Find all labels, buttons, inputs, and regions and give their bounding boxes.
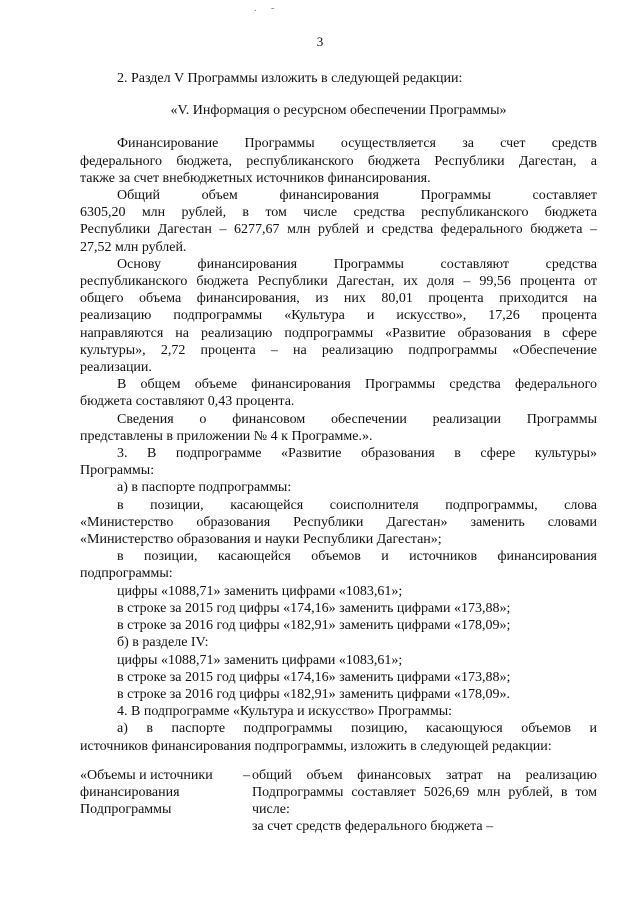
item-2: 2. Раздел V Программы изложить в следующей редакции: <box>117 71 463 86</box>
text-line: в позиции, касающейся соисполнителя подпрограммы, слова <box>117 497 597 513</box>
paragraph-appendix-ref <box>80 411 597 445</box>
label-line: Подпрограммы <box>80 802 172 818</box>
scan-artifact: . - <box>254 3 281 14</box>
text-line: 3. В подпрограмме «Развитие образования в сфере культуры» <box>117 446 597 462</box>
text-line: 27,52 млн рублей. <box>80 239 187 255</box>
text-line: «Министерство образования и науки Республики Дагестан»; <box>80 532 442 548</box>
label-line: финансирования <box>80 784 180 800</box>
replacement-line: в строке за 2016 год цифры «182,91» заменить цифрами «178,09»; <box>117 618 511 634</box>
text-line: 6305,20 млн рублей, в том числе средства республиканского бюджета <box>80 205 597 221</box>
text-line: в позиции, касающейся объемов и источников финансирования <box>117 549 597 565</box>
text-line: культуры», 2,72 процента – на реализацию подпрограммы «Обеспечение <box>80 342 597 358</box>
paragraph-basis <box>80 256 597 376</box>
text-line: реализацию подпрограммы «Культура и искусство», 17,26 процента <box>80 308 597 324</box>
text-line: источников финансирования подпрограммы, изложить в следующей редакции: <box>80 738 552 754</box>
text-line: Сведения о финансовом обеспечении реализации Программы <box>117 411 597 427</box>
section-title: «V. Информация о ресурсном обеспечении Программы» <box>170 103 507 119</box>
paragraph-total-volume <box>80 187 597 256</box>
passport-label-cell <box>80 767 243 836</box>
replacement-line: в строке за 2016 год цифры «182,91» заменить цифрами «178,09». <box>117 686 511 702</box>
paragraph-financing <box>80 135 597 187</box>
document-body <box>80 70 597 836</box>
page-number: 3 <box>316 34 324 49</box>
text-line: В общем объеме финансирования Программы средства федерального <box>117 377 597 393</box>
text-line: Республики Дагестан – 6277,67 млн рублей и средства федерального бюджета – <box>80 222 597 238</box>
item-3 <box>80 445 597 703</box>
value-line: числе: <box>252 802 290 818</box>
text-line: Программы: <box>80 463 155 479</box>
text-line: реализации. <box>80 360 152 376</box>
text-line: Основу финансирования Программы составляют средства <box>117 256 597 272</box>
text-line: 4. В подпрограмме «Культура и искусство» Программы: <box>117 704 453 720</box>
text-line: Общий объем финансирования Программы составляет <box>117 188 597 204</box>
table-row <box>80 767 597 836</box>
replacement-line: цифры «1088,71» заменить цифрами «1083,61»; <box>117 652 403 668</box>
label-line: «Объемы и источники <box>80 767 213 783</box>
text-line: республиканского бюджета Республики Дагестан, их доля – 99,56 процента от <box>80 274 597 290</box>
replacement-line: в строке за 2015 год цифры «174,16» заменить цифрами «173,88»; <box>117 600 511 616</box>
paragraph-federal-share <box>80 376 597 410</box>
passport-dash: – <box>243 767 250 783</box>
text-line: также за счет внебюджетных источников финансирования. <box>80 170 431 186</box>
passport-value-cell <box>252 767 597 836</box>
text-line: Финансирование Программы осуществляется за счет средств <box>117 136 597 152</box>
text-line: «Министерство образования Республики Дагестан» заменить словами <box>80 514 597 530</box>
text-line: а) в паспорте подпрограммы позицию, касающуюся объемов и <box>117 721 597 737</box>
text-line: бюджета составляют 0,43 процента. <box>80 394 295 410</box>
text-line: подпрограммы: <box>80 566 173 582</box>
replacement-line: цифры «1088,71» заменить цифрами «1083,61»; <box>117 583 403 599</box>
text-line: федерального бюджета, республиканского бюджета Республики Дагестан, а <box>80 153 597 169</box>
text-line: представлены в приложении № 4 к Программе.». <box>80 428 373 444</box>
subitem-a: а) в паспорте подпрограммы: <box>117 480 292 496</box>
replacement-line: в строке за 2015 год цифры «174,16» заменить цифрами «173,88»; <box>117 669 511 685</box>
text-line: направляются на реализацию подпрограммы «Развитие образования в сфере <box>80 325 597 341</box>
item-4 <box>80 703 597 755</box>
passport-table <box>80 767 597 836</box>
value-line: за счет средств федерального бюджета – <box>252 819 494 835</box>
subitem-b: б) в разделе IV: <box>117 635 209 651</box>
value-line: общий объем финансовых затрат на реализацию <box>252 767 597 783</box>
value-line: Подпрограммы составляет 5026,69 млн рублей, в том <box>252 784 597 800</box>
text-line: общего объема финансирования, из них 80,01 процента приходится на <box>80 291 597 307</box>
